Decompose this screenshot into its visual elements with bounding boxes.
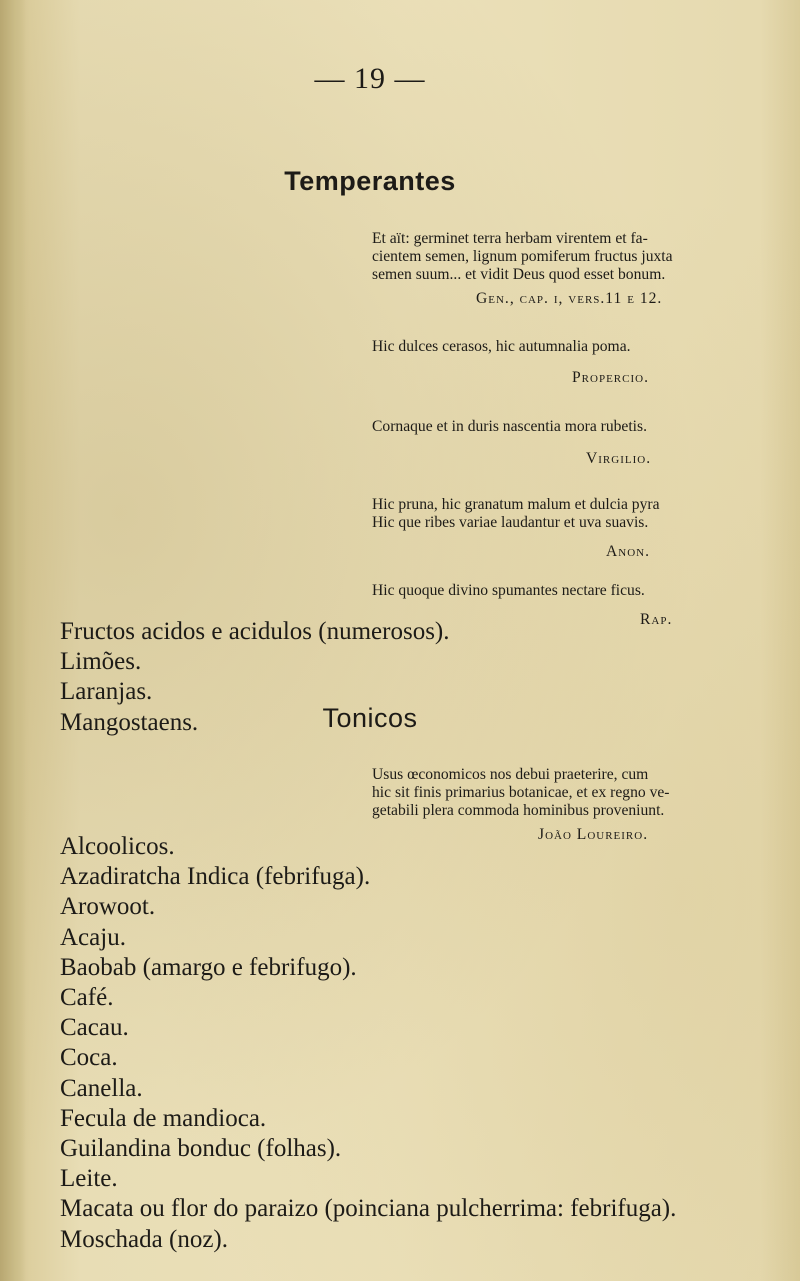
list-item: Leite. xyxy=(60,1165,118,1193)
epigraph-loureiro xyxy=(372,766,684,820)
epigraph-rap xyxy=(372,582,684,600)
epigraph-propercio xyxy=(372,338,684,356)
list-item: Coca. xyxy=(60,1044,118,1072)
epigraph-line: semen suum... et vidit Deus quod esset bonum. xyxy=(372,266,666,283)
list-item: Baobab (amargo e febrifugo). xyxy=(60,953,357,981)
epigraph-line: Hic dulces cerasos, hic autumnalia poma. xyxy=(372,338,631,355)
list-item: Fructos acidos e acidulos (numerosos). xyxy=(60,618,450,645)
attribution-rap: Rap. xyxy=(640,611,673,628)
section-title-temperantes: Temperantes xyxy=(284,166,456,196)
attribution-anon: Anon. xyxy=(606,543,650,560)
list-item: Fecula de mandioca. xyxy=(60,1104,267,1132)
epigraph-anon xyxy=(372,496,684,532)
list-item: Macata ou flor do paraizo (poinciana pulcherrima: febrifuga). xyxy=(60,1195,677,1223)
epigraph-line: Et aït: germinet terra herbam virentem et fa- xyxy=(372,230,648,247)
attribution-loureiro: João Loureiro. xyxy=(538,826,649,843)
epigraph-line: cientem semen, lignum pomiferum fructus juxta xyxy=(372,248,673,265)
list-item: Laranjas. xyxy=(60,678,153,706)
epigraph-line: getabili plera commoda hominibus proveniunt. xyxy=(372,802,665,819)
list-item: Cacau. xyxy=(60,1014,129,1042)
attribution-genesis: Gen., cap. i, vers.11 e 12. xyxy=(476,290,663,307)
list-item: Moschada (noz). xyxy=(60,1225,228,1253)
epigraph-line: Usus œconomicos nos debui praeterire, cum xyxy=(372,766,649,783)
section-title-tonicos: Tonicos xyxy=(322,703,418,733)
epigraph-line: Hic que ribes variae laudantur et uva suavis. xyxy=(372,514,649,531)
epigraph-line: hic sit finis primarius botanicae, et ex regno ve- xyxy=(372,784,670,801)
epigraph-genesis xyxy=(372,230,684,284)
list-item: Canella. xyxy=(60,1074,143,1102)
tonicos-list xyxy=(60,832,676,1255)
epigraph-line: Cornaque et in duris nascentia mora rubetis. xyxy=(372,418,647,435)
list-item: Arowoot. xyxy=(60,893,156,921)
epigraph-line: Hic quoque divino spumantes nectare ficus. xyxy=(372,582,645,599)
list-item: Guilandina bonduc (folhas). xyxy=(60,1135,342,1163)
attribution-virgilio: Virgilio. xyxy=(586,450,652,467)
list-item: Mangostaens. xyxy=(60,708,199,736)
list-item: Café. xyxy=(60,984,114,1012)
epigraph-line: Hic pruna, hic granatum malum et dulcia pyra xyxy=(372,496,660,513)
page-number: — 19 — xyxy=(314,62,426,95)
list-item: Alcoolicos. xyxy=(60,833,175,860)
attribution-propercio: Propercio. xyxy=(572,369,649,386)
epigraph-virgilio xyxy=(372,418,684,436)
list-item: Azadiratcha Indica (febrifuga). xyxy=(60,863,371,891)
list-item: Limões. xyxy=(60,648,142,676)
list-item: Acaju. xyxy=(60,923,126,951)
